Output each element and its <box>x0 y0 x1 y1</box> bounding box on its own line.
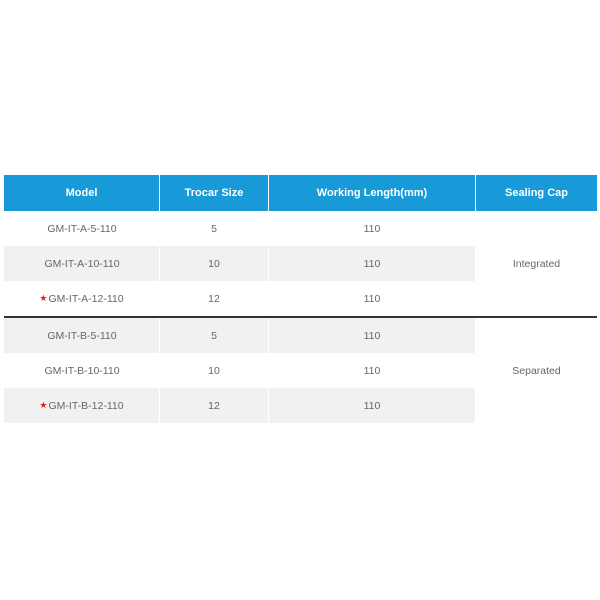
table-row <box>4 281 476 316</box>
working-length-cell: 110 <box>269 211 476 246</box>
model-value: GM-IT-A-12-110 <box>48 292 124 305</box>
model-cell <box>4 281 160 316</box>
model-value: GM-IT-A-10-110 <box>44 257 120 270</box>
sealing-cap-cell: Separated <box>476 318 597 423</box>
trocar-size-cell: 5 <box>160 211 269 246</box>
star-icon: ★ <box>39 400 48 410</box>
model-value: GM-IT-B-12-110 <box>48 399 124 412</box>
table-row <box>4 388 476 423</box>
model-cell <box>4 353 160 388</box>
header-trocar-size: Trocar Size <box>160 175 269 211</box>
star-icon: ★ <box>39 293 48 303</box>
header-model: Model <box>4 175 160 211</box>
table-group-separated <box>4 316 597 423</box>
table-row <box>4 318 476 353</box>
model-value: GM-IT-B-5-110 <box>47 329 117 342</box>
table-row <box>4 211 476 246</box>
trocar-size-cell: 12 <box>160 281 269 316</box>
model-value: GM-IT-A-5-110 <box>47 222 117 235</box>
trocar-size-cell: 5 <box>160 318 269 353</box>
model-cell <box>4 246 160 281</box>
model-cell <box>4 211 160 246</box>
model-value: GM-IT-B-10-110 <box>44 364 120 377</box>
table-header <box>4 175 597 211</box>
working-length-cell: 110 <box>269 388 476 423</box>
trocar-size-cell: 10 <box>160 353 269 388</box>
trocar-size-cell: 12 <box>160 388 269 423</box>
trocar-size-cell: 10 <box>160 246 269 281</box>
working-length-cell: 110 <box>269 353 476 388</box>
table-group-integrated <box>4 211 597 316</box>
table-row <box>4 353 476 388</box>
working-length-cell: 110 <box>269 246 476 281</box>
model-cell <box>4 388 160 423</box>
product-spec-table <box>4 175 597 423</box>
header-sealing-cap: Sealing Cap <box>476 175 597 211</box>
working-length-cell: 110 <box>269 318 476 353</box>
working-length-cell: 110 <box>269 281 476 316</box>
table-row <box>4 246 476 281</box>
model-cell <box>4 318 160 353</box>
sealing-cap-cell: Integrated <box>476 211 597 316</box>
header-working-length: Working Length(mm) <box>269 175 476 211</box>
